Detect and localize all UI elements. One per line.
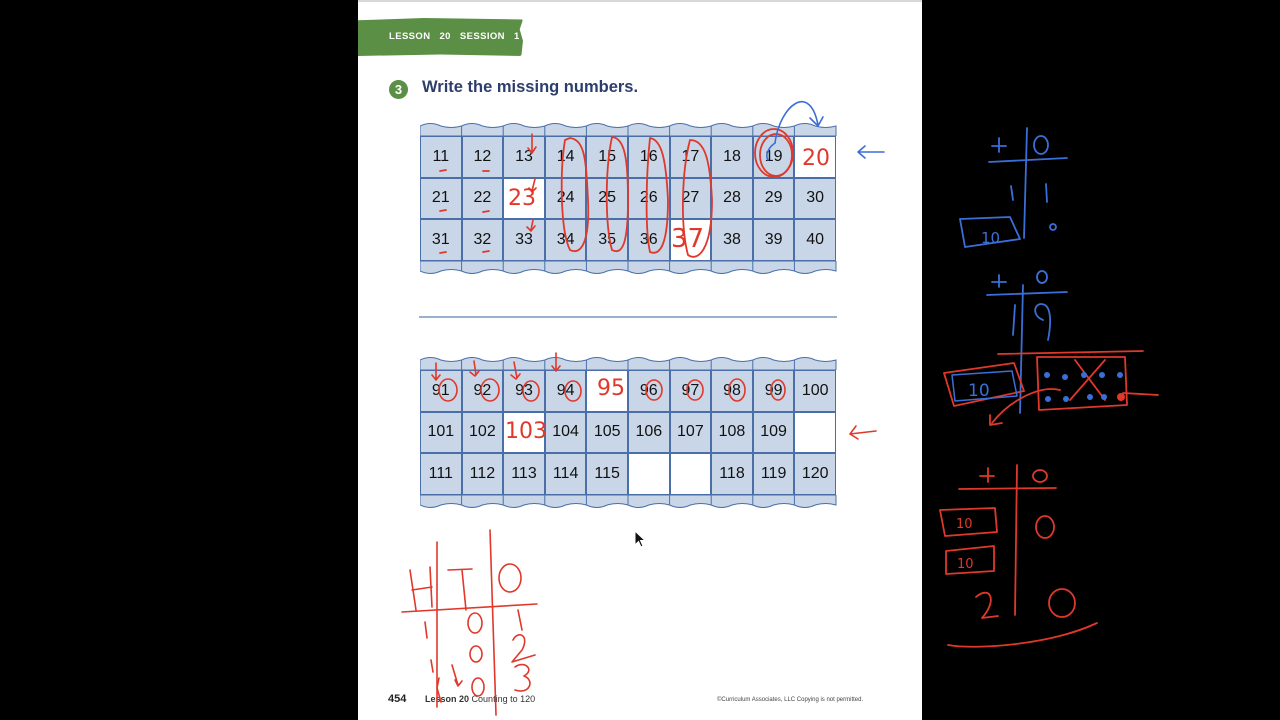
side-blue-box-10: 10 bbox=[981, 229, 1001, 247]
answer-23: 23 bbox=[508, 186, 536, 211]
page-number: 454 bbox=[388, 693, 407, 705]
number-cell: 113 bbox=[503, 453, 545, 495]
down-arrows-col3 bbox=[527, 134, 536, 231]
underline-ticks bbox=[440, 170, 489, 253]
number-cell: 101 bbox=[420, 412, 462, 454]
number-cell: 22 bbox=[462, 178, 504, 220]
number-cell: 21 bbox=[420, 178, 462, 220]
number-cell: 16 bbox=[628, 136, 670, 178]
number-cell: 100 bbox=[794, 370, 836, 412]
number-cell: 114 bbox=[545, 453, 587, 495]
red-left-arrow bbox=[850, 426, 876, 439]
number-cell: 118 bbox=[711, 453, 753, 495]
number-cell: 106 bbox=[628, 412, 670, 454]
hto-chart-lines bbox=[402, 530, 537, 715]
number-cell: 17 bbox=[670, 136, 712, 178]
number-cell: 92 bbox=[462, 370, 504, 412]
number-cell: 115 bbox=[586, 453, 628, 495]
number-cell: 97 bbox=[670, 370, 712, 412]
number-cell: 29 bbox=[753, 178, 795, 220]
answer-95: 95 bbox=[597, 376, 625, 401]
answer-20: 20 bbox=[802, 146, 830, 171]
number-cell: 13 bbox=[503, 136, 545, 178]
number-cell: 105 bbox=[586, 412, 628, 454]
circle-19 bbox=[755, 129, 793, 177]
number-cell: 108 bbox=[711, 412, 753, 454]
number-cell: 119 bbox=[753, 453, 795, 495]
question-title: Write the missing numbers. bbox=[422, 78, 639, 96]
number-cell: 12 bbox=[462, 136, 504, 178]
bottom-arrows bbox=[432, 353, 560, 380]
number-cell: 19 bbox=[753, 136, 795, 178]
question-number-badge: 3 bbox=[389, 80, 408, 99]
number-cell: 30 bbox=[794, 178, 836, 220]
number-cell: 27 bbox=[670, 178, 712, 220]
number-cell: 94 bbox=[545, 370, 587, 412]
side-red-box-10b: 10 bbox=[957, 557, 974, 572]
red-dot bbox=[1117, 393, 1125, 401]
number-cell: 40 bbox=[794, 219, 836, 261]
number-cell: 38 bbox=[711, 219, 753, 261]
side-red-to-chart bbox=[940, 465, 1097, 647]
number-cell: 36 bbox=[628, 219, 670, 261]
mouse-cursor-icon bbox=[634, 530, 648, 550]
number-cell: 39 bbox=[753, 219, 795, 261]
number-cell: 14 bbox=[545, 136, 587, 178]
number-cell: 35 bbox=[586, 219, 628, 261]
number-cell: 109 bbox=[753, 412, 795, 454]
number-cell: 93 bbox=[503, 370, 545, 412]
answer-103: 103 bbox=[505, 419, 547, 444]
number-cell: 107 bbox=[670, 412, 712, 454]
number-cell: 31 bbox=[420, 219, 462, 261]
number-cell: 34 bbox=[545, 219, 587, 261]
number-cell: 18 bbox=[711, 136, 753, 178]
number-cell: 96 bbox=[628, 370, 670, 412]
number-cell: 91 bbox=[420, 370, 462, 412]
number-cell: 99 bbox=[753, 370, 795, 412]
number-cell: 112 bbox=[462, 453, 504, 495]
ones-dots bbox=[1044, 372, 1123, 402]
side-blue-to-chart bbox=[960, 128, 1067, 413]
number-cell: 25 bbox=[586, 178, 628, 220]
footer-lesson-label: Lesson 20 bbox=[425, 694, 470, 704]
number-cell: 24 bbox=[545, 178, 587, 220]
number-cell: 32 bbox=[462, 219, 504, 261]
number-cell: 104 bbox=[545, 412, 587, 454]
number-cell: 33 bbox=[503, 219, 545, 261]
number-cell: 15 bbox=[586, 136, 628, 178]
side-red-box-10a: 10 bbox=[956, 517, 973, 532]
number-cell: 11 bbox=[420, 136, 462, 178]
number-cell: 111 bbox=[420, 453, 462, 495]
number-cell: 26 bbox=[628, 178, 670, 220]
side-blue-box2-10: 10 bbox=[968, 381, 990, 401]
number-cell: 102 bbox=[462, 412, 504, 454]
answer-37: 37 bbox=[671, 224, 705, 254]
lesson-banner-text: LESSON 20 SESSION 1 bbox=[389, 31, 520, 42]
number-cell: 28 bbox=[711, 178, 753, 220]
number-cell: 120 bbox=[794, 453, 836, 495]
footer-lesson-title: Counting to 120 bbox=[471, 694, 536, 704]
copyright-notice: ©Curriculum Associates, LLC Copying is not permitted. bbox=[717, 697, 864, 703]
number-cell: 98 bbox=[711, 370, 753, 412]
blue-left-arrow bbox=[858, 146, 884, 158]
